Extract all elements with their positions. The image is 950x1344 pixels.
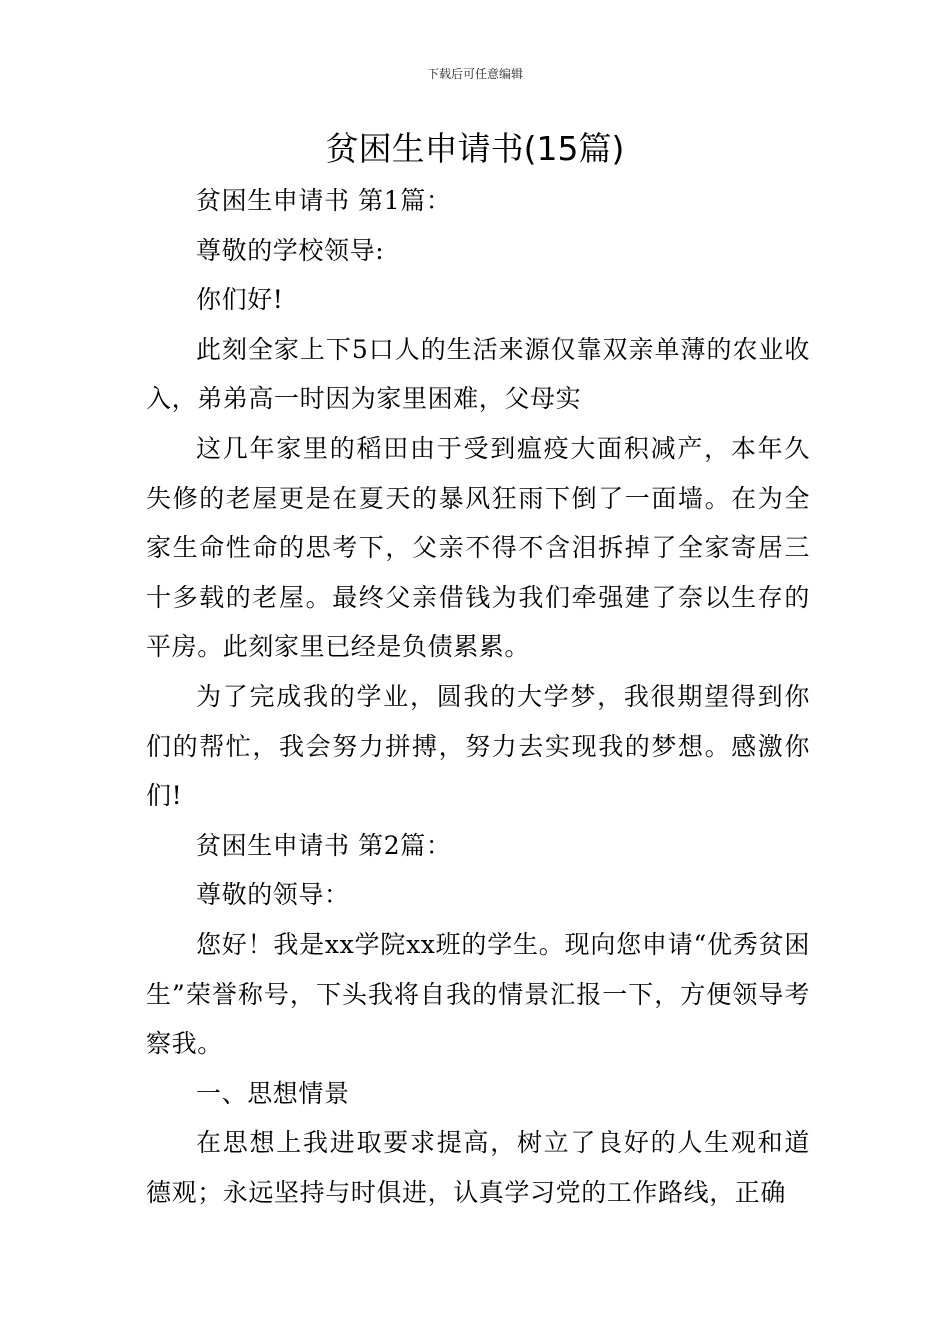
paragraph-family-hardship: 这几年家里的稻田由于受到瘟疫大面积减产，本年久失修的老屋更是在夏天的暴风狂雨下倒了一面墙。在为全家生命性命的思考下，父亲不得不含泪拆掉了全家寄居三十多载的老屋。最终父亲借钱为我们牵强建了奈以生存的平房。此刻家里已经是负债累累。 — [146, 433, 810, 662]
header-note: 下载后可任意编辑 — [426, 67, 523, 81]
document-body — [146, 176, 810, 1217]
paragraph-subheading-thought: 一、思想情景 — [196, 1078, 350, 1108]
paragraph-greeting-1: 你们好! — [196, 285, 284, 315]
paragraph-salutation-2: 尊敬的领导： — [196, 880, 350, 910]
paragraph-introduction-2: 您好！我是xx学院xx班的学生。现向您申请“优秀贫困生”荣誉称号，下头我将自我的情景汇报一下，方便领导考察我。 — [146, 929, 810, 1059]
paragraph-section-1-heading: 贫困生申请书 第1篇： — [196, 186, 452, 215]
paragraph-request-help: 为了完成我的学业，圆我的大学梦，我很期望得到你们的帮忙，我会努力拼搏，努力去实现我的梦想。感激你们! — [146, 681, 810, 811]
paragraph-section-2-heading: 贫困生申请书 第2篇： — [196, 830, 452, 860]
paragraph-thought-situation: 在思想上我进取要求提高，树立了良好的人生观和道德观；永远坚持与时俱进，认真学习党的工作路线，正确 — [146, 1128, 810, 1207]
paragraph-family-income: 此刻全家上下5口人的生活来源仅靠双亲单薄的农业收入，弟弟高一时因为家里困难，父母实 — [146, 334, 810, 414]
document-title: 贫困生申请书(15篇) — [325, 129, 625, 168]
paragraph-salutation-1: 尊敬的学校领导: — [196, 235, 385, 265]
